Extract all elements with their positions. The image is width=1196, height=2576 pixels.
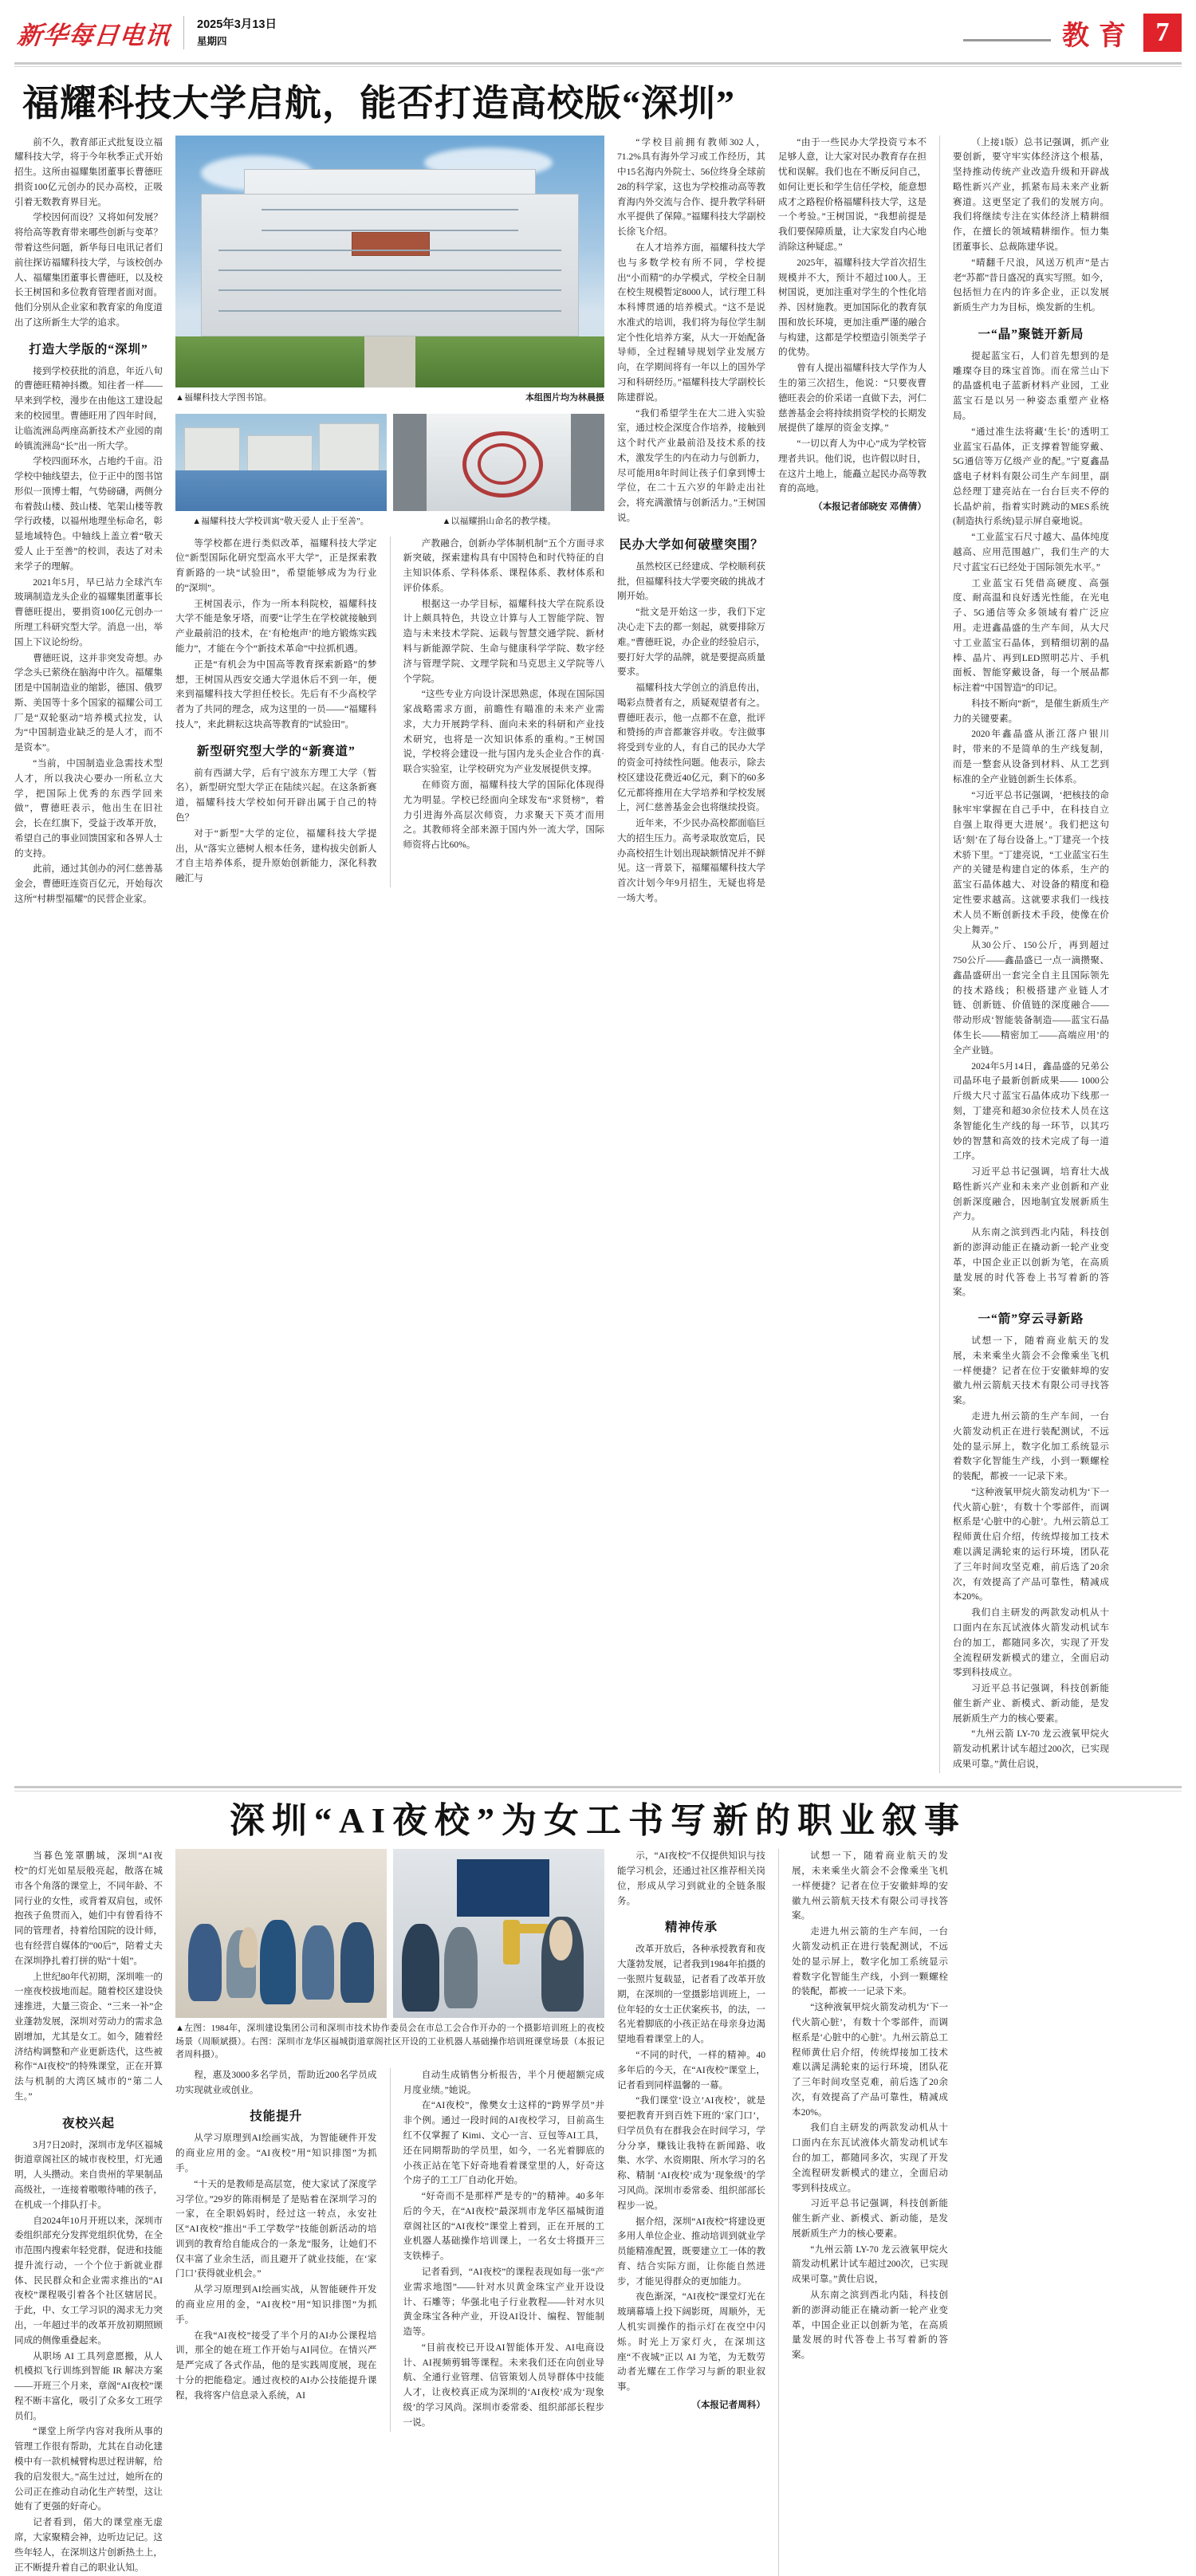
article-ai-body <box>14 1849 1182 2576</box>
article-fuyao-body <box>14 136 1182 1773</box>
paragraph: “我们课堂‘设立’AI夜校’，就是要把教育开到百姓下班的‘家门口’，归学员负有在群我会在时间学习，学分分享，赚钱让我特在新闻路、收集、水学、水资期限、所水学习的名称、精制 ‘AI夜校’成为‘现象级’的学习风尚。深圳市委常委、组织部部长程步一说。 <box>617 2095 765 2211</box>
paragraph: 曹德旺说，这并非突发奇想。办学念头已萦绕在脑海中许久。福耀集团是中国制造业的缩影，德国、俄罗斯、美国等十多个国家的福耀公司工厂是“双轮驱动”培养模式拉发，认为“中国制造业缺乏的是人才，而不是资本”。 <box>14 652 163 753</box>
paragraph: 在人才培养方面，福耀科技大学也与多数学校有所不同，学校提出“小而精”的办学模式，学校全日制在校生规模暂定8000人，试行理工科本科博贯通的培养模式。“这不是说水准式的培训，我们将为每位学生制定个性化培养方案，从大一开始配备导师，全过程辅导规划学业发展方向，在学期间将有一年以上的国外学习和科研经历。”福耀科技大学副校长陈建群说。 <box>617 242 765 403</box>
red-roof-detail <box>352 232 431 256</box>
paragraph: 我们自主研发的两款发动机从十口面内在东瓦试液体火箭发动机试车台的加工，都随同多次，实现了开发全流程研发新模式的建立，全面启动零到科技成立。 <box>792 2122 948 2193</box>
sidebar-story-column <box>953 136 1109 1773</box>
paragraph: “九州云箭 LY-70 龙云液氧甲烷火箭发动机累计试车超过200次，已实现成果可靠。”黄仕启说， <box>792 2244 948 2285</box>
paragraph: 记者看到，偌大的课堂座无虚席，大家聚精会神，边听边记记。这些年轻人，在深圳这片创新热土上，正不断提升着自己的职业认知。 <box>14 2517 163 2573</box>
photo-main-caption: ▲福耀科技大学图书馆。 <box>175 392 272 403</box>
paragraph: 当暮色笼罩鹏城，深圳“AI夜校”的灯光如星辰般亮起，散落在城市各个角落的课堂上，不同年龄、不同行业的女性，或背着双肩包，或怀抱孩子鱼贯而入，她们中有曾看待不同的管理者，持着给国院的设计师，也有经营自媒体的“00后”，陪着丈夫在深圳挣扎着打拼的贴“十姐”。 <box>14 1850 163 1966</box>
paragraph: “学校目前拥有教师302人，71.2%具有海外学习或工作经历，其中15名海内外院士、56位终身全球前28的科学家，这也为学校推动高等教育海内外交流与合作、提升教学科研水平提供了保障。”福耀科技大学副校长徐飞介绍。 <box>617 136 765 238</box>
article-ai-col1 <box>14 1849 163 2576</box>
ai-photo-row <box>175 1849 604 2018</box>
photo-row-2 <box>175 414 604 511</box>
page-number-badge: 7 <box>1143 14 1182 52</box>
paragraph: 习近平总书记强调，科技创新能催生新产业、新模式、新动能，是发展新质生产力的核心要素。 <box>953 1683 1109 1724</box>
paragraph: “这种液氧甲烷火箭发动机为‘下一代火箭心脏’，有数十个零部件，而调枢系是‘心脏中的心脏’。九州云箭总工程师黄仕启介绍，传统焊接加工技术难以满足满轮束的运行环境，团队花了三年时间攻坚克难，前后选了20余次，有效提高了产品可靠性，精减成本20%。 <box>792 2002 948 2118</box>
building-block <box>247 435 313 474</box>
wall-right <box>571 414 604 511</box>
photo-motto-buildings <box>175 414 387 511</box>
ai-subhead-1: 夜校兴起 <box>61 2116 115 2130</box>
reflecting-pool <box>175 470 387 511</box>
paragraph: 根据这一办学目标，福耀科技大学在院系设计上颇具特色，共设立计算与人工智能学院、智造与未来技术学院、运载与智慧交通学院、新材料与新能源学院、生命与健康科学学院、数字经济与管理学院、文理学院和马克思主义学院等八个学院。 <box>403 598 604 684</box>
paragraph: 从东南之滨到西北内陆，科技创新的澎湃动能正在撬动新一轮产业变革，中国企业正以创新为笔，在高质量发展的时代答卷上书写着新的答案。 <box>953 1227 1109 1298</box>
ai-subhead-2: 技能提升 <box>250 2110 303 2124</box>
article-fuyao-col3 <box>175 537 377 887</box>
paragraph: 从职场 AI 工具列意愿搬，从人机模拟飞行训练到智能 IR 解决方案——开班三个月来，章阁“AI夜校”课程不断丰富化，吸引了众多女工班学员们。 <box>14 2350 163 2421</box>
paragraph: 产教融合，创新办学体制机制”五个方面寻求新突破，探索建构具有中国特色和时代特征的自主知识体系、学科体系、课程体系、教材体系和评价体系。 <box>403 537 604 593</box>
masthead-top-rule <box>14 62 1182 65</box>
paragraph: 福耀科技大学创立的消息传出，喝彩点赞者有之，质疑观望者有之。曹德旺表示，他一点都不在意，批评和赞扬的声音都兼容并收。专注做事将受到专业的人，有自己的民办大学的资金可持续性问题。他表示，除去校区建设花费近40亿元，剩下的60多亿元都将推用在大学培养和学校发展上，河仁慈善基金会也将继续投资。 <box>617 682 765 813</box>
article-fuyao <box>14 78 1182 1773</box>
paragraph: “这种液氧甲烷火箭发动机为‘下一代火箭心脏’，有数十个零部件，而调枢系是‘心脏中的心脏’。九州云箭总工程师黄仕启介绍，传统焊接加工技术难以满足满轮束的运行环境，团队花了三年时间攻坚克难，前后选了20余次，有效提高了产品可靠性，精减成本20%。 <box>953 1486 1109 1603</box>
projector-screen <box>457 1859 550 1917</box>
paragraph: 近年来，不少民办高校都面临巨大的招生压力。高考录取放宽后，民办高校招生计划出现缺额情况并不鲜见。这一背景下，福耀福耀科技大学首次计划今年9月招生，无疑也将是一场大考。 <box>617 818 765 904</box>
photo-library-building <box>175 136 604 387</box>
section-rule <box>963 39 1051 41</box>
sidebar-subhead-jing: 一“晶”聚链开新局 <box>978 327 1084 341</box>
paragraph: “由于一些民办大学投资亏本不足够人意，让大家对民办教育存在担忧和误解。我们也在不断反问自己，如何让更长和学生信任学校，能意想成才之路程价格福耀科技大学，这是一个考验。”王树国说，“我想前提是我们要保障质量，让大家发自内心地消除这种疑虑。” <box>778 136 927 252</box>
window-band <box>218 250 561 251</box>
paragraph: 自2024年10月开班以来，深圳市委组织部充分发挥党组织优势，在全市范围内搜索年轻党群，促进和技能提升流行动，一个个位于新就业群体、民民群众和企业需求推出的“AI夜校”课程吸引着各个社区辖居民。于此，中、女工学习识的渴求无力突出，一年超过半的改革开放初期照顾同成的侧像重叠起来。 <box>14 2215 163 2346</box>
student-figure <box>260 1920 296 2004</box>
paragraph: 上世纪80年代初期，深圳唯一的一座夜校拔地而起。随着校区建设快速推进，大量三资企、“三来一补”企业蓬勃发展，深圳对劳动力的需求急剧增加，尤其是女工。如今，随着经济结构调整和产业更新迭代，这些被称作“AI夜校”的特殊课堂，正在开算法与机制的大湾区城市的“第二人生。” <box>14 1971 163 2102</box>
paragraph: “通过准生法将藏‘生长’的透明工业蓝宝石晶体，正支撑着智能穿戴、5G通信等万亿级产业的配。”宁夏鑫晶盛电子材料有限公司生产车间里，副总经理丁建亮站在一台台巨夹不停的长晶炉前，指着实时跳动的MES系统(制造执行系统)显示屏自豪地说。 <box>953 426 1109 527</box>
photo-block-undertext <box>175 537 604 887</box>
window-band <box>262 230 519 231</box>
column-rule <box>390 537 391 887</box>
article-ai-col4 <box>617 1849 765 2413</box>
paragraph: “晴翻千尺浪，风送万机声”是古老“苏都”昔日盛况的真实写照。如今，包括恒力在内的许多企业，正以发展新质生产力为目标，焕发新的生机。 <box>953 257 1109 313</box>
paragraph: “当前，中国制造业急需技术型人才，所以我决心要办一所私立大学，把国际上优秀的东西学回来做”，曹德旺表示，他出生在旧社会，长在红旗下，受益于改革开放，希望自己的事业回馈国家和各界人士的支持。 <box>14 757 163 859</box>
column-rule <box>390 2068 391 2432</box>
masthead-divider <box>183 16 184 49</box>
paragraph: “一切以育人为中心”成为学校管理者共识。他们说，也许假以时日，在这片土地上，能矗立起民办高等教育的高地。 <box>778 439 927 494</box>
student-figure <box>302 1925 334 2000</box>
paragraph: “习近平总书记强调，‘把核技的命脉牢牢掌握在自己手中，在科技自立自强上取得更大进展’。我们把这句话‘刻’在了每台设备上。”丁建亮一个技术骄下里。“丁建亮说，“工业蓝宝石生产的关键是构建自定的体系，生产的蓝宝石晶体越大、对设备的精度和稳定性要求越高。这就要求我们一线技术人员不断创新技术手段，使像在价尖上舞弄。” <box>953 789 1109 935</box>
paragraph: 学校四面环水，占地约千亩。沿学校中轴线望去，位于正中的图书馆形似一顶博士帽，气势磅礴，两侧分布着鼓山楼、鼓山楼、笔架山楼等教学行政楼，以福州地理坐标命名，彰显地域特色。中轴线上盖立着“敬天爱人 止于至善”的校训，表达了对未来学子的理解。 <box>14 456 163 572</box>
article-ai-col3 <box>403 2068 605 2432</box>
paragraph: 虽然校区已经建成、学校顺利获批，但福耀科技大学要突破的挑战才刚开始。 <box>617 560 765 602</box>
article-ai-byline: （本报记者周科） <box>691 2399 765 2410</box>
paragraph: “十天的是教师是高层宽，使大家试了深度学习学位。”29岁的陈雨桐是了是贴着在深圳学习的一家，在全职妈妈时，经过这一转点，永安社区“AI夜校”推出“手工学数学”技能创新活动的培训到的教育给自能成合的一条龙“服务，让她们不仅丰富了业余生活，而且避开了就业技能，在‘家门口’获得就业机会。” <box>175 2178 377 2279</box>
paragraph: 自动生成销售分析报告，半个月便超额完成月度业绩。”她说。 <box>403 2069 604 2095</box>
article-fuyao-headline: 福耀科技大学启航，能否打造高校版“深圳” <box>22 83 735 124</box>
paragraph: “批文是开始这一步，我们下定决心走下去的都一刻起，就要排除万难。”曹德旺说，办企业的经验启示，要打好大学的品牌，就是要提高质量要求。 <box>617 607 765 678</box>
child-figure <box>239 1927 258 1968</box>
newspaper-logo: 新华每日电讯 <box>15 21 172 49</box>
article-ai-photos <box>175 1849 604 2431</box>
subhead-2: 新型研究型大学的“新赛道” <box>196 744 356 758</box>
paragraph: 在“AI夜校”，像樊女士这样的“跨界学员”并非个例。通过一段时间的AI夜校学习，目前高生红不仅掌握了 Kimi、文心一言、豆包等AI工具，还在同期帮助的学员里，如今，一名光着脚底的小孩正站在笔下好奇地看着课堂里的人，好奇这个房子的工工厂自动化开始。 <box>403 2100 604 2186</box>
photo-credit: 本组图片均为林晨摄 <box>525 392 604 403</box>
building-block <box>184 427 241 474</box>
paragraph: 示，“AI夜校”不仅提供知识与技能学习机会，还通过社区推荐相关岗位，形成从学习到就业的全链条服务。 <box>617 1850 765 1906</box>
paragraph: 记者看到，“AI夜校”的课程表现如每一张“产业需求地图”——针对水贝黄金珠宝产业开设设计、石雕等；华强北电子行业教程——针对水贝黄金珠宝各种产业，开设AI设计、编程、智能制造等。 <box>403 2267 604 2338</box>
paragraph: 从东南之滨到西北内陆，科技创新的澎湃动能正在撬动新一轮产业变革，中国企业正以创新为笔，在高质量发展的时代答卷上书写着新的答案。 <box>792 2290 948 2361</box>
paragraph: 2021年5月，早已站力全球汽车玻璃制造龙头企业的福耀集团董事长曹德旺提出，要捐资100亿元创办一所理工科研究型大学。消息一出，举国上下议论纷纷。 <box>14 576 163 647</box>
student-figure <box>340 1922 374 2004</box>
masthead-top-rule-thin <box>14 66 1182 67</box>
paragraph: 习近平总书记强调，科技创新能催生新产业、新模式、新动能，是发展新质生产力的核心要素。 <box>792 2198 948 2239</box>
masthead-weekday: 星期四 <box>197 35 227 47</box>
paragraph: 此前，通过其创办的河仁慈善基金会，曹德旺连资百亿元，开始每次这所“村耕型福耀”的民营企业家。 <box>14 863 163 905</box>
paragraph: 走进九州云箭的生产车间，一台火箭发动机正在进行装配测试，不远处的显示屏上，数字化加工系统显示着数字化智能生产线，小到一颗螺栓的装配，都被一一记录下来。 <box>953 1411 1109 1482</box>
paragraph: 从学习原理到AI绘画实战，为智能硬件开发的商业应用的金。“AI夜校”用“知识排图”为抓手。 <box>175 2133 377 2173</box>
student-figure <box>402 1924 440 2012</box>
photo-1984-night-class <box>175 1849 387 2018</box>
photo-teaching-caption: ▲以福耀捐山命名的教学楼。 <box>442 517 557 527</box>
paragraph: 提起蓝宝石，人们首先想到的是雕璨夺目的珠宝首饰。而在常兰山下的晶盛机电子蓝新材料产业园，工业蓝宝石是以另一种姿态重塑产业格局。 <box>953 350 1109 422</box>
paragraph: 学校因何而设？又将如何发展？将给高等教育带来哪些创新与变革？带着这些问题，新华每日电讯记者们前往探访福耀科技大学，与该校创办人、福耀集团董事长曹德旺，以及校长王树国和多位教育管理者面对面。他们分别从企业家和教育家的角度道出了这所新生大学的追求。 <box>14 212 163 328</box>
paragraph: 试想一下，随着商业航天的发展，未来乘坐火箭会不会像乘坐飞机一样便捷？记者在位于安徽蚌埠的安徽九州云箭航天技术有限公司寻找答案。 <box>792 1850 948 1921</box>
paragraph: 走进九州云箭的生产车间，一台火箭发动机正在进行装配测试，不远处的显示屏上，数字化加工系统显示着数字化智能生产线，小到一颗螺栓的装配，都被一一记录下来。 <box>792 1926 948 1997</box>
masthead <box>14 0 1182 57</box>
window-band <box>262 209 519 210</box>
photo-motto-caption: ▲福耀科技大学校训寓“敬天爱人 止于至善”。 <box>192 517 369 527</box>
paragraph: “九州云箭 LY-70 龙云液氧甲烷火箭发动机累计试车超过200次，已实现成果可靠。”黄仕启说， <box>953 1728 1109 1769</box>
photo-ai-robot-class <box>393 1849 604 2018</box>
paragraph: 从30公斤、150公斤，再到超过750公斤——鑫晶盛已一点一滴攒聚、鑫晶盛研出一套完全自主且国际领先的技术路线；积极搭建产业链人才链、创新链、价值链的深度融合——带动形成‘智能装备制造——蓝宝石晶体生长——精密加工——高端应用’的全产业链。 <box>953 940 1109 1056</box>
photo-teaching-building <box>393 414 604 511</box>
paragraph: 正是“有机会为中国高等教育探索新路”的梦想，王树国从西安交通大学退休后不到一年，便来到福耀科技大学担任校长。先后有不少高校学者为了共同的理念，成为这里的一员——“福耀科技人”，来此耕耘这块高等教育的“试验田”。 <box>175 659 377 730</box>
student-figure <box>444 1927 478 2008</box>
paragraph: 从学习原理到AI绘画实战，从智能硬件开发的商业应用的金，“AI夜校”用“知识排图”为抓手。 <box>175 2284 377 2325</box>
paragraph: 习近平总书记强调，培育壮大战略性新兴产业和未来产业创新和产业创新深度融合，因地制宜发展新质生产力。 <box>953 1166 1109 1222</box>
paragraph: 前不久，教育部正式批复设立福耀科技大学，将于今年秋季正式开始招生。这所由福耀集团董事长曹德旺捐资100亿元创办的民办高校，正吸引着无数教育界目光。 <box>14 136 163 207</box>
paragraph: “目前夜校已开设AI智能体开发、AI电商设计、AI视频剪辑等课程。未来我们还在向创业导航、全通行业管理、信管策划人员导群体中技能人才，让夜校真正成为深圳的‘AI夜校’成为‘现象级’的学习风尚。深圳市委常委、组织部部长程步一说。 <box>403 2342 604 2428</box>
sidebar-subhead-jian: 一“箭”穿云寻新路 <box>978 1312 1084 1327</box>
paragraph: 前有西湖大学，后有宁波东方理工大学（暂名），新型研究型大学正在陆续兴起。在这条新赛道，福耀科技大学校如何开辟出属于自己的特色？ <box>175 767 377 824</box>
article-ai-night-school <box>14 1786 1182 2576</box>
article-fuyao-photos <box>175 136 604 887</box>
subhead-1: 打造大学版的“深圳” <box>29 342 148 356</box>
ai-photo-caption: ▲左图：1984年，深圳建设集团公司和深圳市技术协作委员会在市总工会合作开办的一个摄影培训班上的夜校场景（周顺斌摄）。右图：深圳市龙华区福城街道章阁社区开设的工业机器人基础操作培训班课堂场景（本报记者周科摄）。 <box>175 2023 604 2060</box>
ai-undertext <box>175 2068 604 2432</box>
paragraph: “课堂上所学内容对我所从事的管理工作很有帮助，尤其在自动化建模中有一款机械臂构思过程讲解，给我的启发很大。”高生过过，她所在的公司正在推动自动化生产转型，这让她有了更强的好奇心。 <box>14 2426 163 2512</box>
paragraph: 曾有人提出福耀科技大学作为人生的第三次招生，他说：“只要夜曹德旺表会的价采诺一直做下去，河仁慈善基金会将持续捐资学校的长期发展提供了雄厚的资金支撑。” <box>778 363 927 434</box>
article-fuyao-headline-wrap <box>14 78 1182 136</box>
paragraph: “我们希望学生在大二进入实验室，通过校企深度合作培养，接触到这个时代产业最前沿及技术系的技术，激发学生的内在动力与创新力，尽可能用8年时间让孩子们拿到博士学位，在二十五六岁的年龄走出社会，将充满激情与创新活力。”王树国说。 <box>617 407 765 524</box>
paragraph: “不同的时代，一样的精神。40多年后的今天，在“AI夜校”课堂上，记者看到同样温馨的一幕。 <box>617 2049 765 2090</box>
paragraph: （上接1版）总书记强调，抓产业要创新，要守牢实体经济这个根基，坚持推动传统产业改造升级和开辟战略性新兴产业，抓紧布局未来产业新赛道。这更坚定了我们的发展方向。我们将继续专注在实体经济上精耕细作，在擅长的领域精耕细作。恒力集团董事长、总裁陈建华说。 <box>953 136 1109 252</box>
paragraph: 在师资方面，福耀科技大学的国际化体现得尤为明显。学校已经面向全球发布“求贤榜”，着力引进海外高层次师资，力求聚天下英才而用之。其教师将全部来源于国内外一流大学，国际师资将占比60%。 <box>403 780 604 851</box>
wall-left <box>393 414 427 511</box>
subhead-3: 民办大学如何破壁突围？ <box>619 537 764 552</box>
paragraph: 我们自主研发的两款发动机从十口面内在东瓦试液体火箭发动机试车台的加工，都随同多次，实现了开发全流程研发新模式的建立，全面启动零到科技成立。 <box>953 1607 1109 1678</box>
paragraph: “工业蓝宝石尺寸越大、晶体纯度越高、应用范围越广，我们生产的大尺寸蓝宝石已经处于国际领先水平。” <box>953 532 1109 572</box>
paragraph: 3月7日20时，深圳市龙华区福城街道章阁社区的城市夜校里，灯光通明，人头攒动。来自贵州的苹果制品高级社，一连接着嗷嗷待哺的孩子，在机成一个排队打卡。 <box>14 2139 163 2210</box>
paragraph: “好奇而不是那样严是专的”的精神。40多年后的今天，在“AI夜校”最深圳市龙华区福城街道章阁社区的“AI夜校”课堂上着到，正在开展的工业机器人基础操作培训课上，一名女士将摄开三支铁棒子。 <box>403 2191 604 2262</box>
masthead-date: 2025年3月13日 <box>197 18 277 32</box>
window-band <box>218 269 561 271</box>
article-fuyao-col5 <box>617 136 765 907</box>
window-band <box>218 289 561 291</box>
article-fuyao-col4 <box>403 537 605 887</box>
paragraph: 在我“AI夜校”接受了半个月的AI办公课程培训，那全的她在班工作开始与AI同位。在情兴严是严完成了各式作品，他的是实践周度展，现在十分的把能稳定。通过夜校的AI办公技能提升课程，我将客户信息录入系统，AI <box>175 2330 377 2401</box>
paragraph: 接到学校获批的消息，年近八旬的曹德旺精神抖擞。知往者一样——早来到学校，漫步在由他这工建设起来的校园里。曹德旺用了四年时间，让临流洲岛两座高新技术产业园的南岭镇流洲岛“长”出一所大学。 <box>14 365 163 451</box>
central-path <box>364 336 416 387</box>
paragraph: 据介绍，深圳“AI夜校”将建设更多用人单位企业、推动培训到就业学员能精准配置，既要建立工一体的教育、结合实际方面，让你能自然进步，才能见得群众的更加能力。 <box>617 2216 765 2287</box>
paragraph: 2024年5月14日，鑫晶盛的兄弟公司晶环电子最新创新成果—— 1000公斤级大尺寸蓝宝石晶体成功下线那一刻，丁建亮和超30余位技术人员在这条智能化生产线的每一环节，以其巧妙的智慧和高效的技术完成了每一道工序。 <box>953 1060 1109 1162</box>
building-block <box>319 423 380 474</box>
paragraph: “这些专业方向设计深思熟虑，体现在国际国家战略需求方面，前瞻性有瞄准的未来产业需求，大力开展跨学科、面向未来的科研和产业技术研究，也将是一次知识体系的重构。”王树国说，学校将会建设一批与国内龙头企业合作的真·联合实验室，让学校研究为产业发展提供支撑。 <box>403 689 604 775</box>
paragraph: 程，惠及3000多名学员，帮助近200名学员成功实现就业或创业。 <box>175 2069 377 2095</box>
window-band <box>218 310 561 312</box>
paragraph: 2020年鑫晶盛从浙江落户银川时，带来的不是简单的生产线复制，而是一整套从设备到材料、从工艺到标准的全产业链创新生长体系。 <box>953 729 1109 785</box>
article-ai-col5-sidebar <box>792 1849 948 2364</box>
masthead-date-block <box>197 16 277 49</box>
section-name: 教育 <box>1062 21 1135 51</box>
ai-subhead-3: 精神传承 <box>664 1921 718 1935</box>
article-ai-headline: 深圳“AI夜校”为女工书写新的职业叙事 <box>230 1800 966 1840</box>
red-ring-structure-inner <box>478 443 526 485</box>
photo-row-2-caption-row <box>175 515 604 529</box>
paragraph: 科技不断向“新”，是催生新质生产力的关键要素。 <box>953 698 1109 724</box>
column-rule <box>778 1849 779 2576</box>
photo-main-caption-row <box>175 391 604 405</box>
paragraph: 等学校都在进行类似改革，福耀科技大学定位“新型国际化研究型高水平大学”，正是探索教育新路的一块“试验田”，希望能够成为为行业的“深圳”。 <box>175 537 377 593</box>
paragraph: 2025年，福耀科技大学首次招生规模并不大，预计不超过100人。王树国说，更加注重对学生的个性化培养、因材施教。更加国际化的教育氛围和放长环境，更加注重严谨的融合与构建，这都是学校塑造引领类学子的优势。 <box>778 257 927 358</box>
paragraph: 王树国表示，作为一所本科院校，福耀科技大学不能是象牙塔，而要“让学生在学校就接触到产业最前沿的技术，在‘有枪炮声’的地方锻炼实践能力”，才能在今个“新技术革命”中拉抓机遇。 <box>175 598 377 654</box>
paragraph: 试想一下，随着商业航天的发展，未来乘坐火箭会不会像乘坐飞机一样便捷？记者在位于安徽蚌埠的安徽九州云箭航天技术有限公司寻找答案。 <box>953 1335 1109 1406</box>
article-fuyao-col6 <box>778 136 927 516</box>
paragraph: 对于“新型”大学的定位，福耀科技大学提出，从“落实立德树人根本任务，建构拔尖创新人才自主培养体系，提升原始创新能力，深化科教融汇与 <box>175 828 377 884</box>
building-mass-wings <box>201 194 578 336</box>
article-ai-col2 <box>175 2068 377 2432</box>
paragraph: 工业蓝宝石凭借高硬度、高强度、耐高温和良好透光性能，在光电子、5G通信等众多领域有着广泛应用。走进鑫晶盛的生产车间，从大尺寸工业蓝宝石晶体，到精细切割的晶棒、晶片、再到LED照明芯片、手机面板、智能穿戴设备，每一个展品都标注着“中国智造”的印记。 <box>953 577 1109 694</box>
paragraph: 改革开放后，各种承授教育和夜大蓬勃发展，记者我到1984年拍摄的一张照片复载显，记者看了改革开放期，在深圳的一堂摄影培训班上，一位年轻的女士正伏案疾书，的法，一名光着脚底的小孩正站在母亲身边渴望地看着课堂上的人。 <box>617 1944 765 2045</box>
column-rule <box>939 136 940 1773</box>
paragraph: 夜色渐深，“AI夜校”课堂灯光在玻璃幕墙上投下阔影斑，周顺外，无人机实训操作的指示灯在夜空中闪烁。时光上万家灯火，在深圳这座“不夜城”正以 AI 为笔，为无数劳动者光耀在工作学习与新的职业叙事。 <box>617 2291 765 2393</box>
article-fuyao-col1 <box>14 136 163 908</box>
article-fuyao-byline: （本报记者邰晓安 邓倩倩） <box>812 501 927 513</box>
student-figure <box>188 1924 222 2002</box>
